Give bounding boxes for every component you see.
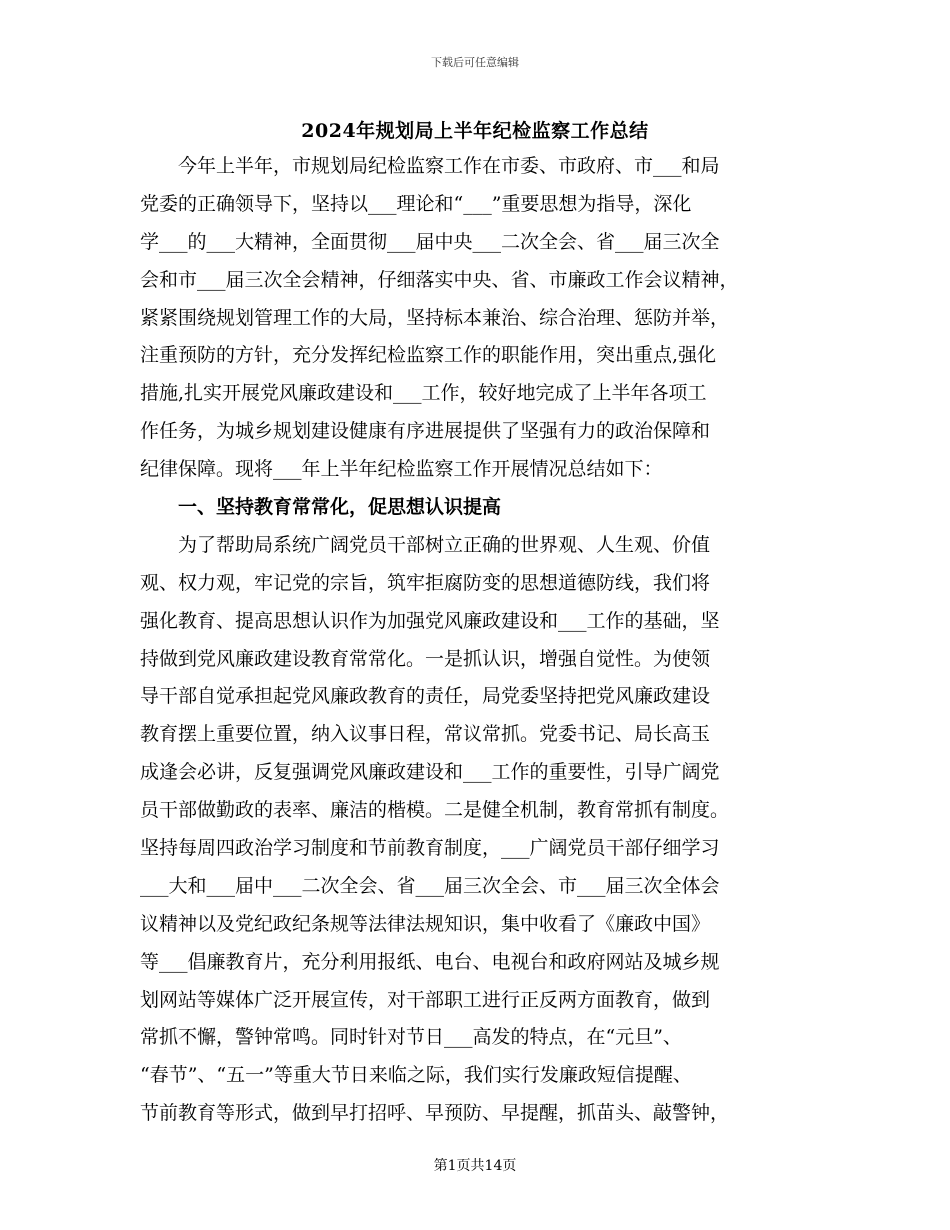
paragraph-line: 作任务，为城乡规划建设健康有序进展提供了坚强有力的政治保障和 (140, 420, 711, 443)
page-header-note: 下载后可任意编辑 (431, 56, 519, 69)
page-number: 第1页共14页 (433, 1158, 517, 1174)
paragraph-line: 今年上半年，市规划局纪检监察工作在市委、市政府、市___和局 (178, 155, 720, 177)
paragraph-line: 注重预防的方针，充分发挥纪检监察工作的职能作用，突出重点,强化 (140, 344, 717, 367)
paragraph-line: 强化教育、提高思想认识作为加强党风廉政建设和___工作的基础，坚 (140, 609, 720, 632)
paragraph-line: 导干部自觉承担起党风廉政教育的责任，局党委坚持把党风廉政建设 (140, 685, 711, 708)
paragraph-line: 观、权力观，牢记党的宗旨，筑牢拒腐防变的思想道德防线，我们将 (140, 571, 711, 594)
paragraph-line: 党委的正确领导下，坚持以___理论和“___”重要思想为指导，深化 (140, 192, 692, 215)
paragraph-line: “春节”、“五一”等重大节日来临之际，我们实行发廉政短信提醒、 (140, 1064, 692, 1087)
paragraph-line: 员干部做勤政的表率、廉洁的楷模。二是健全机制，教育常抓有制度。 (140, 799, 730, 822)
paragraph-line: 紧紧围绕规划管理工作的大局，坚持标本兼治、综合治理、惩防并举， (140, 306, 730, 329)
paragraph-line: 会和市___届三次全会精神，仔细落实中央、省、市廉政工作会议精神， (140, 268, 739, 291)
document-body (140, 148, 812, 1133)
paragraph-line: 教育摆上重要位置，纳入议事日程，常议常抓。党委书记、局长高玉 (140, 723, 711, 746)
paragraph-line: 常抓不懈，警钟常鸣。同时针对节日___高发的特点，在“元旦”、 (140, 1026, 682, 1049)
paragraph-line: 成逢会必讲，反复强调党风廉政建设和___工作的重要性，引导广阔党 (140, 761, 720, 784)
paragraph-line: 议精神以及党纪政纪条规等法律法规知识，集中收看了《廉政中国》 (140, 912, 711, 935)
section-heading: 一、坚持教育常常化，促思想认识提高 (178, 496, 502, 519)
paragraph-line: 节前教育等形式，做到早打招呼、早预防、早提醒，抓苗头、敲警钟， (140, 1102, 730, 1125)
paragraph-line: 为了帮助局系统广阔党员干部树立正确的世界观、人生观、价值 (178, 533, 711, 556)
paragraph-line: 措施,扎实开展党风廉政建设和___工作，较好地完成了上半年各项工 (140, 382, 707, 405)
paragraph-line: 持做到党风廉政建设教育常常化。一是抓认识，增强自觉性。为使领 (140, 647, 711, 670)
paragraph-line: 划网站等媒体广泛开展宣传，对干部职工进行正反两方面教育，做到 (140, 988, 711, 1011)
paragraph-line: 纪律保障。现将___年上半年纪检监察工作开展情况总结如下： (140, 458, 663, 481)
paragraph-line: 等___倡廉教育片，充分利用报纸、电台、电视台和政府网站及城乡规 (140, 950, 720, 973)
paragraph-line: 学___的___大精神，全面贯彻___届中央___二次全会、省___届三次全 (140, 230, 720, 253)
paragraph-line: ___大和___届中___二次全会、省___届三次全会、市___届三次全体会 (140, 874, 720, 897)
document-title: 2024年规划局上半年纪检监察工作总结 (301, 120, 649, 142)
paragraph-line: 坚持每周四政治学习制度和节前教育制度，___广阔党员干部仔细学习 (140, 837, 720, 860)
